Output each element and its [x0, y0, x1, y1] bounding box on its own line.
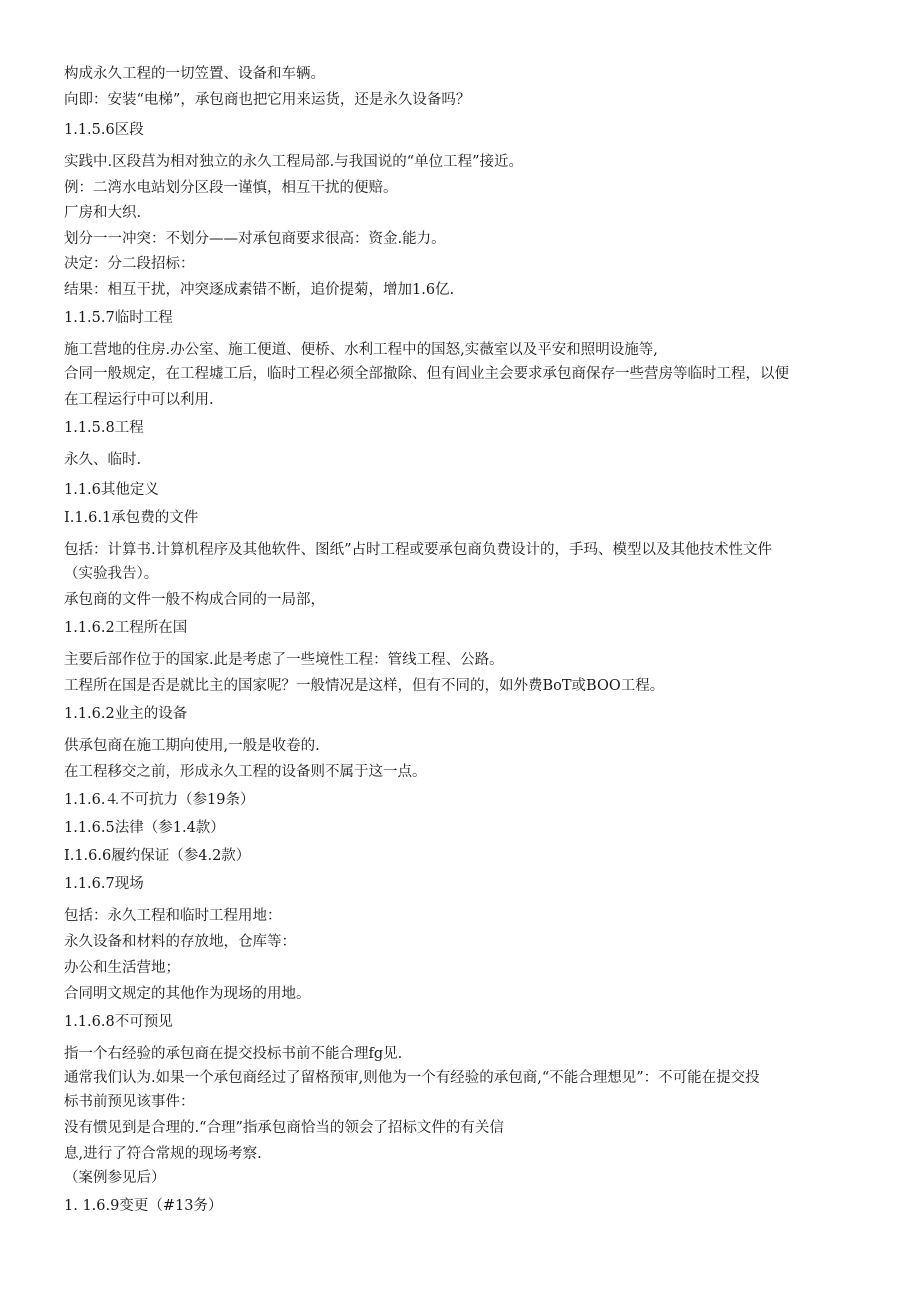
text-line: 包括：计算书.计算机程序及其他软件、图纸”占时工程或要承包商负费设计的，手玛、模型以及其他技术性文件 [64, 542, 773, 558]
text-line: 永久、临时. [64, 452, 142, 468]
text-line: 合同明文规定的其他作为现场的用地。 [64, 986, 311, 1002]
text-line: 指一个右经验的承包商在提交投标书前不能合理fg见. [64, 1046, 403, 1062]
text-line: 向即：安装“电梯”，承包商也把它用来运货，还是永久设备吗？ [64, 92, 471, 108]
section-heading: 1.1.5.8工程 [64, 420, 144, 436]
text-line: 厂房和大织. [64, 205, 142, 221]
text-line: 在工程运行中可以利用. [64, 392, 214, 408]
text-line: 施工营地的住房.办公室、施工便道、便桥、水利工程中的国怒,实薇室以及平安和照明设施等, [64, 342, 658, 358]
section-heading: 1.1.6.5法律（参1.4款） [64, 820, 225, 836]
text-line: 例：二湾水电站划分区段一谨慎，相互干扰的便赔。 [64, 180, 398, 196]
section-heading: 1.1.6.2业主的设备 [64, 706, 188, 722]
text-line: 划分一一冲突：不划分——对承包商要求很高：资金.能力。 [64, 231, 446, 247]
text-line: 实践中.区段莒为相对独立的永久工程局部.与我国说的“单位工程”接近。 [64, 154, 524, 170]
text-line: 合同一般规定，在工程墟工后，临时工程必须全部撤除、但有闾业主会要求承包商保存一些营房等临时工程，以便 [64, 366, 789, 382]
text-line: （案例参见后） [64, 1170, 166, 1186]
section-heading: 1.1.6.8不可预见 [64, 1014, 173, 1030]
section-heading: 1.1.6.2工程所在国 [64, 620, 188, 636]
text-line: 决定：分二段招标： [64, 256, 195, 272]
section-heading: 1.1.5.6区段 [64, 122, 144, 138]
section-heading: I.1.6.6履约保证（参4.2款） [64, 848, 251, 864]
text-line: 构成永久工程的一切笠置、设备和车辆。 [64, 66, 325, 82]
text-line: 办公和生活营地； [64, 960, 180, 976]
text-line: 在工程移交之前，形成永久工程的设备则不属于这一点。 [64, 764, 427, 780]
section-heading: 1.1.6.7现场 [64, 876, 144, 892]
text-line: 包括：永久工程和临时工程用地： [64, 908, 282, 924]
section-heading: 1.1.6其他定义 [64, 482, 159, 498]
text-line: 工程所在国是否是就比主的国家呢？一般情况是这样，但有不同的，如外费BoT或BOO工程。 [64, 678, 665, 694]
text-line: 结果：相互干扰，冲突逐成素错不断，追价提菊，增加1.6亿. [64, 282, 455, 298]
text-line: 承包商的文件一般不构成合同的一局部， [64, 592, 325, 608]
text-line: 标书前预见该事件： [64, 1094, 195, 1110]
text-line: 息,进行了符合常规的现场考察. [64, 1146, 262, 1162]
text-line: （实验我告）。 [64, 566, 159, 582]
text-line: 通常我们认为.如果一个承包商经过了留格预审,则他为一个有经验的承包商,“不能合理想见”：不可能在提交投 [64, 1070, 760, 1086]
text-line: 主要后部作位于的国家.此是考虑了一些境性工程：管线工程、公路。 [64, 652, 504, 668]
section-heading: I.1.6.1承包费的文件 [64, 510, 199, 526]
text-line: 没有惯见到是合理的.“合理”指承包商恰当的领会了招标文件的有关信 [64, 1120, 504, 1136]
section-heading: 1. 1.6.9变更（#13务） [64, 1198, 223, 1214]
text-line: 永久设备和材料的存放地，仓库等： [64, 934, 296, 950]
section-heading: 1.1.6.⒋不可抗力（参19条） [64, 792, 255, 808]
section-heading: 1.1.5.7临时工程 [64, 310, 173, 326]
text-line: 供承包商在施工期向使用,一般是收卷的. [64, 738, 320, 754]
